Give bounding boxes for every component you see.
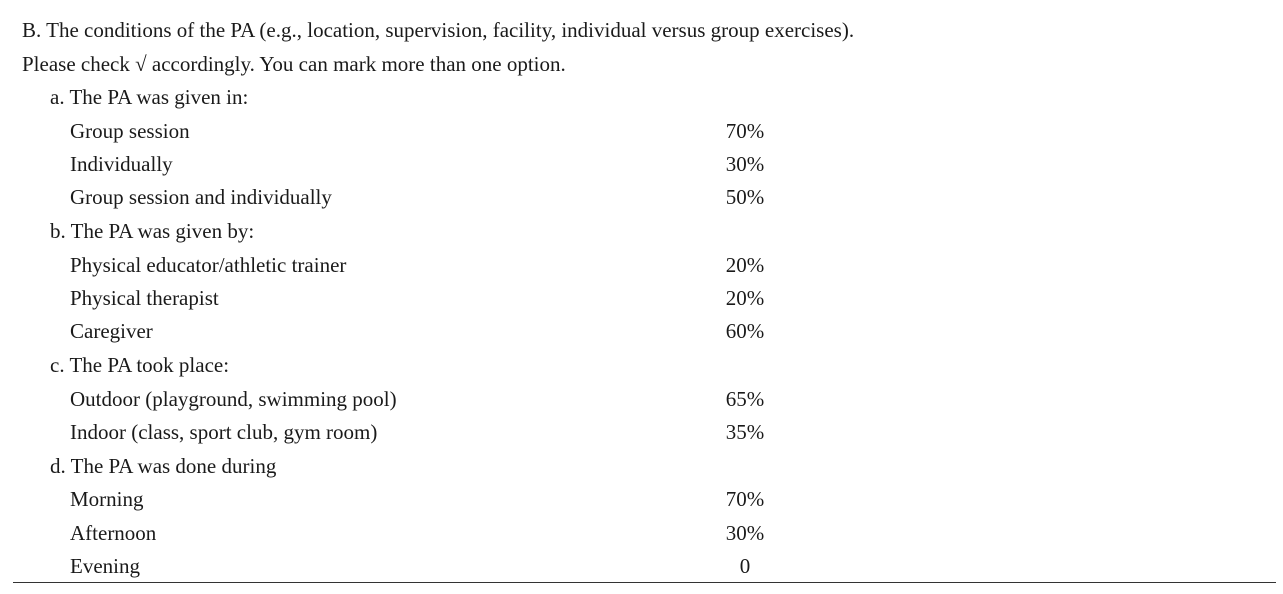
item-label: Physical therapist bbox=[70, 286, 219, 310]
item-value: 0 bbox=[739, 554, 751, 578]
item-value: 20% bbox=[725, 253, 765, 277]
intro-instruction: Please check √ accordingly. You can mark more than one option. bbox=[22, 52, 566, 76]
item-label: Group session and individually bbox=[70, 185, 332, 209]
item-value: 35% bbox=[725, 420, 765, 444]
intro-heading: B. The conditions of the PA (e.g., location, supervision, facility, individual versus group exercises). bbox=[22, 18, 855, 42]
item-label: Caregiver bbox=[70, 319, 153, 343]
item-label: Individually bbox=[70, 152, 173, 176]
section-label-a: a. The PA was given in: bbox=[50, 85, 249, 109]
item-label: Evening bbox=[70, 554, 140, 578]
item-label: Outdoor (playground, swimming pool) bbox=[70, 387, 397, 411]
section-label-c: c. The PA took place: bbox=[50, 353, 230, 377]
item-label: Afternoon bbox=[70, 521, 157, 545]
section-label-b: b. The PA was given by: bbox=[50, 219, 255, 243]
item-value: 50% bbox=[725, 185, 765, 209]
item-value: 30% bbox=[725, 521, 765, 545]
item-value: 20% bbox=[725, 286, 765, 310]
item-label: Physical educator/athletic trainer bbox=[70, 253, 347, 277]
item-label: Indoor (class, sport club, gym room) bbox=[70, 420, 378, 444]
section-label-d: d. The PA was done during bbox=[50, 454, 277, 478]
table-bottom-rule bbox=[13, 582, 1276, 583]
item-value: 70% bbox=[725, 487, 765, 511]
item-value: 70% bbox=[725, 119, 765, 143]
item-value: 60% bbox=[725, 319, 765, 343]
item-value: 30% bbox=[725, 152, 765, 176]
item-value: 65% bbox=[725, 387, 765, 411]
item-label: Morning bbox=[70, 487, 144, 511]
item-label: Group session bbox=[70, 119, 190, 143]
